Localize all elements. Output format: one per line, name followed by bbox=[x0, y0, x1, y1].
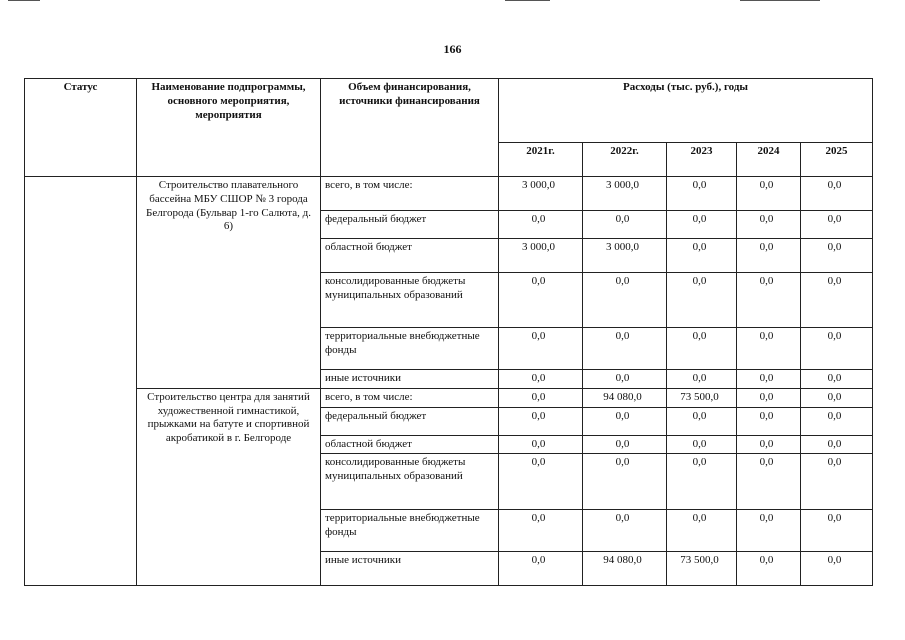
value-cell: 0,0 bbox=[667, 328, 737, 370]
value-cell: 0,0 bbox=[583, 454, 667, 510]
value-cell: 0,0 bbox=[499, 211, 583, 239]
value-cell: 0,0 bbox=[499, 552, 583, 586]
value-cell: 0,0 bbox=[583, 435, 667, 454]
source-cell: федеральный бюджет bbox=[321, 211, 499, 239]
value-cell: 0,0 bbox=[801, 435, 873, 454]
value-cell: 0,0 bbox=[737, 510, 801, 552]
value-cell: 0,0 bbox=[737, 454, 801, 510]
value-cell: 0,0 bbox=[801, 510, 873, 552]
value-cell: 0,0 bbox=[499, 510, 583, 552]
value-cell: 0,0 bbox=[737, 388, 801, 407]
value-cell: 3 000,0 bbox=[583, 177, 667, 211]
value-cell: 0,0 bbox=[667, 407, 737, 435]
value-cell: 0,0 bbox=[583, 211, 667, 239]
source-cell: всего, в том числе: bbox=[321, 177, 499, 211]
value-cell: 0,0 bbox=[737, 211, 801, 239]
value-cell: 0,0 bbox=[499, 273, 583, 328]
value-cell: 94 080,0 bbox=[583, 552, 667, 586]
header-status: Статус bbox=[25, 79, 137, 177]
header-name: Наименование подпрограммы, основного мероприятия, мероприятия bbox=[137, 79, 321, 177]
source-cell: консолидированные бюджеты муниципальных образований bbox=[321, 454, 499, 510]
value-cell: 0,0 bbox=[667, 370, 737, 389]
value-cell: 0,0 bbox=[737, 273, 801, 328]
value-cell: 0,0 bbox=[667, 177, 737, 211]
value-cell: 0,0 bbox=[583, 328, 667, 370]
value-cell: 0,0 bbox=[583, 407, 667, 435]
value-cell: 0,0 bbox=[667, 510, 737, 552]
value-cell: 0,0 bbox=[737, 328, 801, 370]
table-row bbox=[25, 177, 873, 211]
page-number: 166 bbox=[443, 42, 462, 56]
value-cell: 0,0 bbox=[737, 407, 801, 435]
value-cell: 0,0 bbox=[499, 435, 583, 454]
source-cell: территориальные внебюджетные фонды bbox=[321, 510, 499, 552]
value-cell: 0,0 bbox=[583, 370, 667, 389]
source-cell: иные источники bbox=[321, 552, 499, 586]
value-cell: 0,0 bbox=[801, 211, 873, 239]
source-cell: областной бюджет bbox=[321, 435, 499, 454]
value-cell: 0,0 bbox=[801, 239, 873, 273]
value-cell: 0,0 bbox=[667, 435, 737, 454]
activity-name: Строительство центра для занятий художественной гимнастикой, прыжками на батуте и спортивной акробатикой в г. Белгороде bbox=[137, 388, 321, 586]
scan-artifact-top-mid bbox=[505, 0, 550, 1]
source-cell: всего, в том числе: bbox=[321, 388, 499, 407]
header-expenses: Расходы (тыс. руб.), годы bbox=[499, 79, 873, 143]
value-cell: 0,0 bbox=[667, 239, 737, 273]
value-cell: 0,0 bbox=[499, 388, 583, 407]
header-volume: Объем финансирования, источники финансирования bbox=[321, 79, 499, 177]
value-cell: 3 000,0 bbox=[499, 177, 583, 211]
value-cell: 0,0 bbox=[801, 328, 873, 370]
value-cell: 0,0 bbox=[499, 328, 583, 370]
value-cell: 0,0 bbox=[499, 454, 583, 510]
value-cell: 94 080,0 bbox=[583, 388, 667, 407]
value-cell: 0,0 bbox=[667, 273, 737, 328]
source-cell: иные источники bbox=[321, 370, 499, 389]
value-cell: 3 000,0 bbox=[583, 239, 667, 273]
header-year: 2024 bbox=[737, 143, 801, 177]
header-year: 2022г. bbox=[583, 143, 667, 177]
value-cell: 73 500,0 bbox=[667, 552, 737, 586]
value-cell: 0,0 bbox=[801, 177, 873, 211]
value-cell: 0,0 bbox=[583, 273, 667, 328]
value-cell: 0,0 bbox=[737, 239, 801, 273]
value-cell: 0,0 bbox=[499, 370, 583, 389]
value-cell: 0,0 bbox=[801, 552, 873, 586]
source-cell: федеральный бюджет bbox=[321, 407, 499, 435]
source-cell: территориальные внебюджетные фонды bbox=[321, 328, 499, 370]
value-cell: 0,0 bbox=[737, 177, 801, 211]
value-cell: 0,0 bbox=[737, 370, 801, 389]
value-cell: 0,0 bbox=[667, 454, 737, 510]
value-cell: 0,0 bbox=[667, 211, 737, 239]
source-cell: консолидированные бюджеты муниципальных образований bbox=[321, 273, 499, 328]
header-year: 2025 bbox=[801, 143, 873, 177]
value-cell: 0,0 bbox=[737, 435, 801, 454]
header-year: 2023 bbox=[667, 143, 737, 177]
value-cell: 0,0 bbox=[737, 552, 801, 586]
value-cell: 0,0 bbox=[801, 407, 873, 435]
value-cell: 0,0 bbox=[801, 388, 873, 407]
scan-artifact-top-right bbox=[740, 0, 820, 1]
header-year: 2021г. bbox=[499, 143, 583, 177]
value-cell: 0,0 bbox=[801, 273, 873, 328]
source-cell: областной бюджет bbox=[321, 239, 499, 273]
scan-artifact-top-left bbox=[8, 0, 40, 1]
value-cell: 0,0 bbox=[499, 407, 583, 435]
activity-name: Строительство плавательного бассейна МБУ СШОР № 3 города Белгорода (Бульвар 1-го Салюта, д. 6) bbox=[137, 177, 321, 389]
status-cell bbox=[25, 177, 137, 586]
table-row bbox=[25, 388, 873, 407]
value-cell: 0,0 bbox=[801, 370, 873, 389]
value-cell: 0,0 bbox=[801, 454, 873, 510]
value-cell: 0,0 bbox=[583, 510, 667, 552]
funding-table bbox=[24, 78, 873, 586]
value-cell: 73 500,0 bbox=[667, 388, 737, 407]
value-cell: 3 000,0 bbox=[499, 239, 583, 273]
